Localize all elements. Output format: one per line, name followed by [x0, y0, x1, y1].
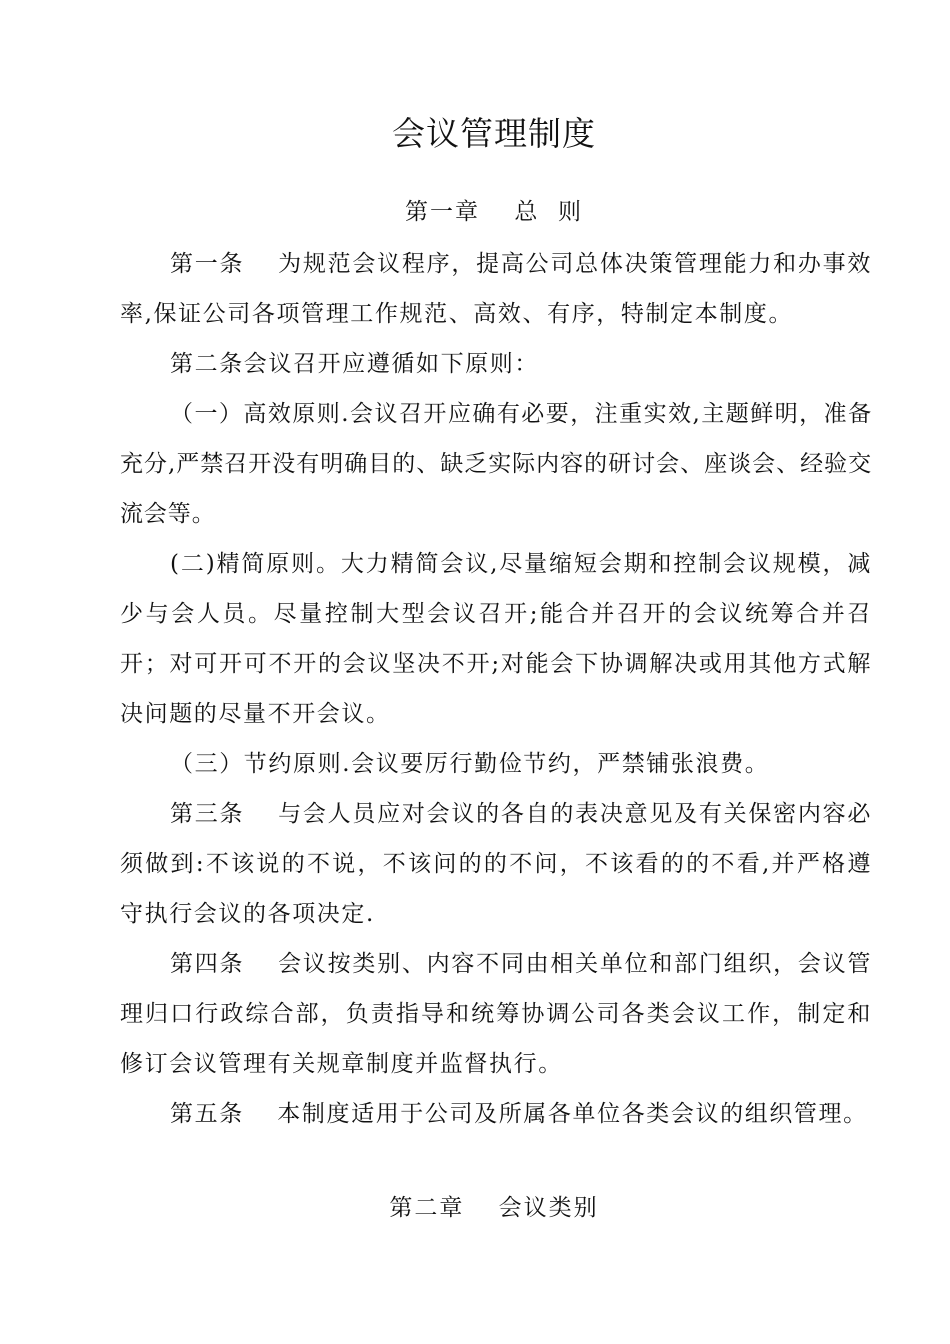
document-title: 会议管理制度	[392, 114, 596, 153]
chapter-heading-meeting-types: 第二章 会议类别	[389, 1195, 599, 1221]
paragraph-principle-streamline: (二)精简原则。大力精简会议,尽量缩短会期和控制会议规模，减少与会人员。尽量控制大型会议召开;能合并召开的会议统筹合并召开；对可开可不开的会议坚决不开;对能会下协调解决或用其他方式解决问题的尽量不开会议。	[120, 551, 872, 727]
chapter-body	[120, 239, 872, 1139]
paragraph-principle-economy: （三）节约原则.会议要厉行勤俭节约，严禁铺张浪费。	[170, 751, 770, 777]
paragraph-article-4: 第四条 会议按类别、内容不同由相关单位和部门组织，会议管理归口行政综合部，负责指导和统筹协调公司各类会议工作，制定和修订会议管理有关规章制度并监督执行。	[120, 951, 872, 1077]
paragraph-article-2: 第二条会议召开应遵循如下原则：	[170, 351, 539, 377]
paragraph-article-5: 第五条 本制度适用于公司及所属各单位各类会议的组织管理。	[170, 1101, 868, 1127]
paragraph-principle-efficiency: （一）高效原则.会议召开应确有必要，注重实效,主题鲜明，准备充分,严禁召开没有明确目的、缺乏实际内容的研讨会、座谈会、经验交流会等。	[120, 401, 872, 527]
paragraph-article-1: 第一条 为规范会议程序，提高公司总体决策管理能力和办事效率,保证公司各项管理工作规范、高效、有序，特制定本制度。	[120, 251, 872, 327]
chapter-heading-general: 第一章 总 则	[405, 199, 583, 225]
paragraph-article-3: 第三条 与会人员应对会议的各自的表决意见及有关保密内容必须做到:不该说的不说，不该问的的不问，不该看的的不看,并严格遵守执行会议的各项决定.	[120, 801, 872, 927]
